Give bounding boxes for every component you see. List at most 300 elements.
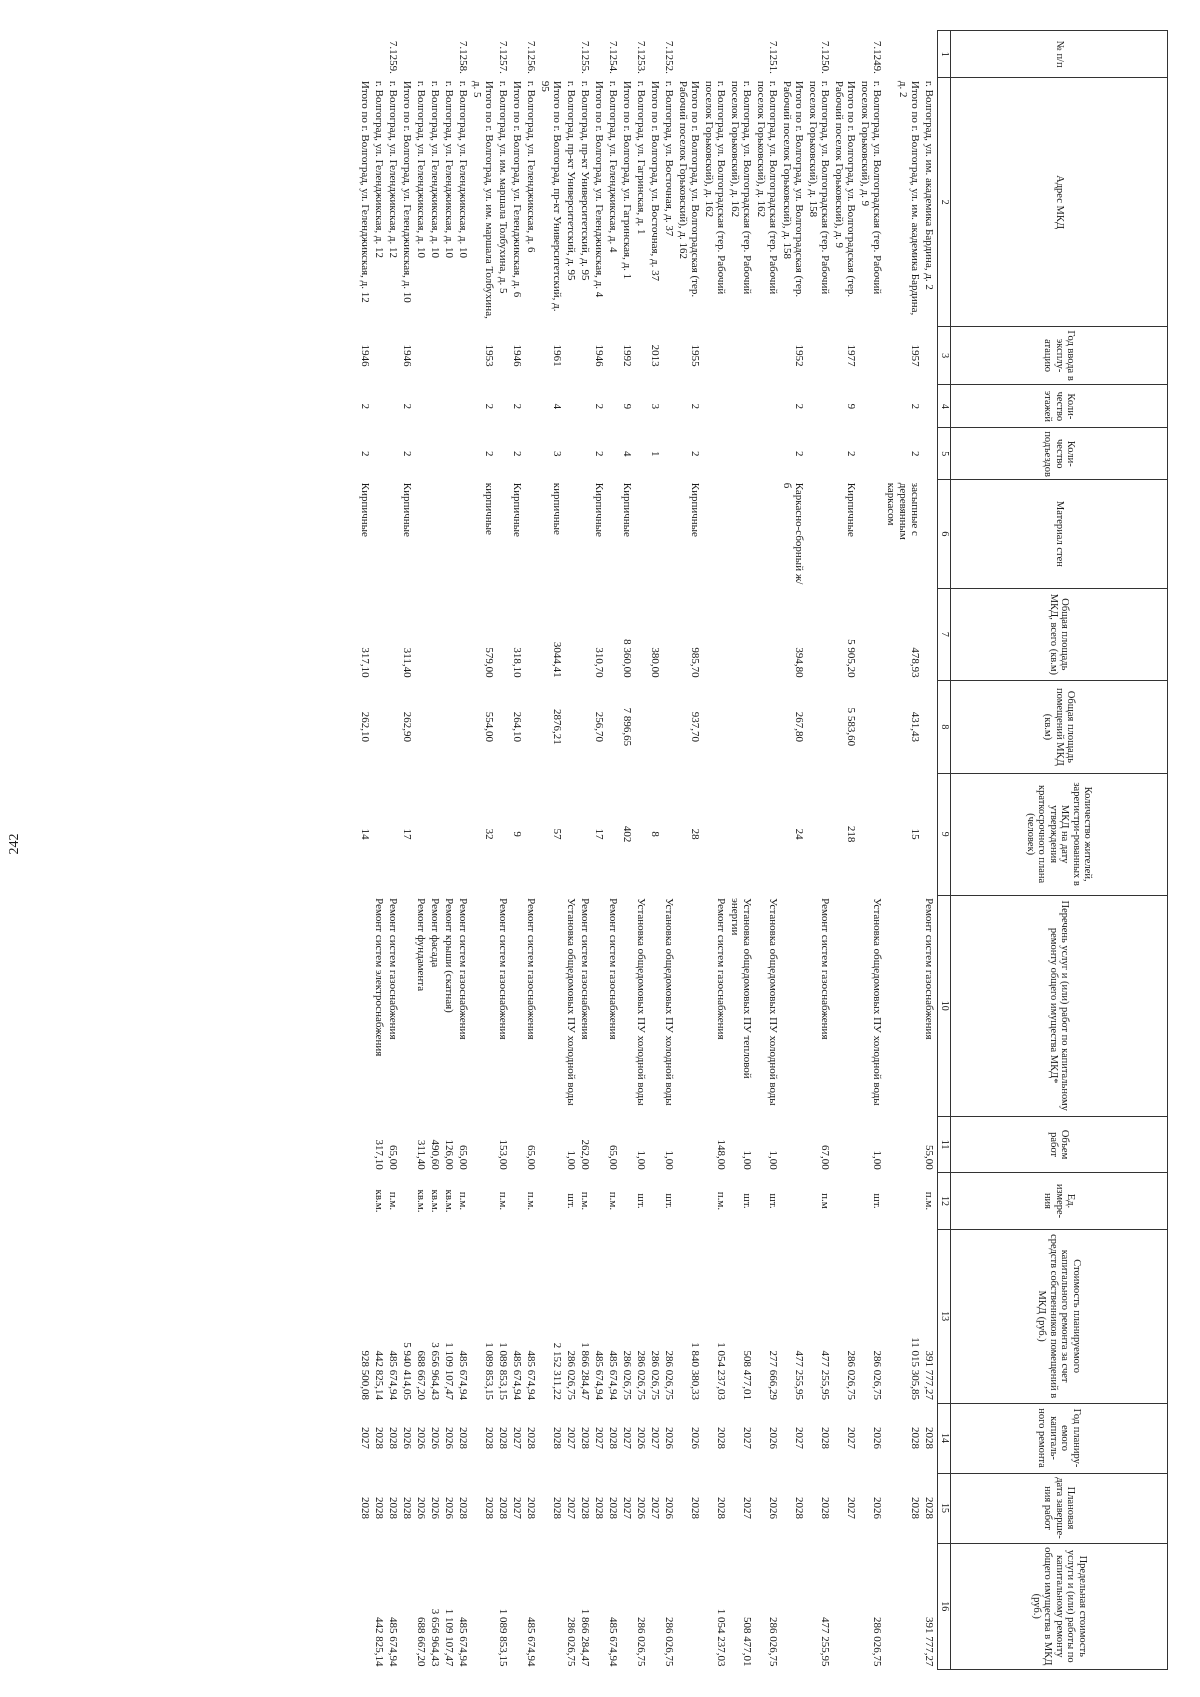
table-cell: Каркасно-сборный ж/б [781, 482, 805, 585]
table-cell: 2 152 311,22 [551, 1342, 563, 1401]
table-cell: 485 674,94 [387, 1617, 399, 1667]
table-cell: 286 026,75 [565, 1617, 577, 1667]
table-cell: кв.м. [429, 1189, 441, 1213]
table-cell [806, 385, 832, 428]
table-cell: 2028 [579, 1427, 591, 1450]
table-cell: 2028 [497, 1497, 509, 1519]
table-cell [414, 326, 428, 385]
table-cell: 2026 [689, 1427, 701, 1450]
column-header: Общая площадь помещений МКД (кв.м) [951, 681, 1168, 774]
table-cell: Ремонт систем электроснабжения [373, 898, 385, 1057]
table-cell [728, 428, 754, 480]
rotated-table-sheet [58, 30, 1168, 1670]
table-cell [578, 326, 592, 385]
table-cell [428, 588, 442, 681]
column-number: 2 [938, 78, 951, 326]
table-cell: Кирпичные [593, 482, 605, 537]
table-cell [400, 1543, 414, 1670]
table-cell [414, 428, 428, 480]
table-cell: г. Волгоград, ул. Восточная, д. 37 [663, 80, 675, 237]
table-cell: 688 667,20 [415, 1617, 427, 1667]
table-cell: 1 866 284,47 [579, 1342, 591, 1401]
table-cell: 1 109 107,47 [443, 1342, 455, 1401]
table-cell: 2027 [511, 1427, 523, 1450]
table-cell: 1 109 107,47 [443, 1608, 455, 1667]
table-cell: Итого по г. Волгоград, ул. Волгоградская (тер. Рабочий поселок Горьковский), д. 162 [677, 80, 701, 298]
table-cell: 17 [401, 828, 413, 840]
table-cell [496, 588, 510, 681]
table-cell: 2028 [819, 1497, 831, 1519]
table-cell [754, 326, 780, 385]
table-cell: 2 [793, 451, 805, 457]
table-cell: 2026 [635, 1427, 647, 1450]
table-cell [592, 1173, 606, 1229]
table-cell: 490,60 [429, 1139, 441, 1170]
table-cell [524, 385, 538, 428]
table-cell: г. Волгоград, ул. Геленджикская, д. 10 [457, 80, 469, 259]
column-number: 11 [938, 1116, 951, 1172]
table-row [662, 31, 676, 1670]
table-cell [372, 588, 386, 681]
table-cell: 485 674,94 [387, 1350, 399, 1401]
table-cell: 3 656 964,43 [429, 1342, 441, 1401]
table-cell: 2028 [373, 1427, 385, 1450]
table-cell [358, 1543, 372, 1670]
column-header: Стоимость планируемого капитального ремонта за счет средств собственников помещений в МКД (руб.) [951, 1229, 1168, 1403]
table-cell: 286 026,75 [635, 1350, 647, 1401]
table-cell [922, 480, 938, 588]
table-row [456, 31, 470, 1670]
table-cell: 380,00 [649, 647, 661, 678]
table-cell: 2026 [415, 1497, 427, 1519]
table-cell: 67,00 [819, 1145, 831, 1170]
table-cell: 937,70 [689, 711, 701, 743]
table-cell: 1955 [689, 344, 701, 367]
table-cell: г. Волгоград, ул. Геленджикская, д. 6 [525, 80, 537, 253]
table-cell: 2027 [845, 1497, 857, 1519]
table-cell: 7.1250. [819, 40, 831, 74]
table-cell: 2028 [689, 1497, 701, 1519]
table-cell [858, 773, 884, 895]
table-cell: 310,70 [593, 647, 605, 678]
table-cell: п.м. [607, 1191, 619, 1211]
table-cell: 2026 [767, 1497, 779, 1519]
table-cell: 286 026,75 [663, 1617, 675, 1667]
table-cell: 9 [845, 403, 857, 410]
table-cell: г. Волгоград, ул. Волгоградская (тер. Рабочий поселок Горьковский), д. 9 [859, 80, 883, 295]
table-cell [832, 1543, 858, 1670]
table-cell [578, 428, 592, 480]
table-cell [578, 773, 592, 895]
table-cell: 286 026,75 [621, 1350, 633, 1401]
table-cell: п.м. [457, 1191, 469, 1211]
table-row [754, 31, 780, 1670]
table-cell [606, 773, 620, 895]
table-cell: Итого по г. Волгоград, ул. им. маршала Толбухина, д. 5 [471, 80, 495, 319]
table-cell [858, 326, 884, 385]
table-cell: 485 674,94 [457, 1617, 469, 1667]
table-cell: 5 583,60 [845, 707, 857, 747]
table-cell: 1 054 237,03 [715, 1342, 727, 1401]
table-cell [634, 588, 648, 681]
table-cell: 2026 [767, 1427, 779, 1450]
table-cell [470, 1173, 496, 1229]
table-cell: 2028 [387, 1427, 399, 1450]
table-cell: Установка общедомовых ПУ холодной воды [871, 898, 883, 1106]
table-cell [884, 1173, 922, 1229]
table-cell: 391 777,27 [923, 1350, 935, 1401]
table-row [620, 31, 634, 1670]
table-cell [442, 31, 456, 78]
table-cell [728, 480, 754, 588]
table-cell [372, 773, 386, 895]
table-cell [428, 681, 442, 774]
table-row [648, 31, 662, 1670]
table-cell [414, 31, 428, 78]
table-cell: 2028 [525, 1497, 537, 1519]
column-header: Перечень услуг и (или) работ по капитальному ремонту общего имущества МКД* [951, 895, 1168, 1116]
table-cell [806, 326, 832, 385]
table-cell: 2028 [715, 1497, 727, 1519]
table-cell: 286 026,75 [871, 1350, 883, 1401]
column-header: Предельная стоимость услуги и (или) работы по капитальному ремонту общего имущества в МКД (руб.) [951, 1543, 1168, 1670]
table-cell: 8 360,00 [621, 639, 633, 678]
table-cell: 7.1253. [635, 40, 647, 74]
table-row [372, 31, 386, 1670]
table-cell [400, 1173, 414, 1229]
table-cell [470, 31, 496, 78]
table-cell: 485 674,94 [607, 1617, 619, 1667]
table-cell: 1977 [845, 344, 857, 367]
table-cell [496, 480, 510, 588]
table-cell: 485 674,94 [593, 1350, 605, 1401]
table-cell [832, 895, 858, 1116]
table-cell: 3 656 964,43 [429, 1608, 441, 1667]
table-cell [414, 588, 428, 681]
table-cell [442, 681, 456, 774]
table-cell: 2027 [649, 1497, 661, 1519]
table-cell: 2026 [443, 1427, 455, 1450]
table-cell [754, 428, 780, 480]
table-cell [728, 681, 754, 774]
table-cell: Ремонт систем газоснабжения [819, 898, 831, 1040]
table-cell [386, 773, 400, 895]
column-header: Год планиру-емого капиталь-ного ремонта [951, 1403, 1168, 1473]
table-cell: г. Волгоград, ул. Геленджикская, д. 4 [607, 80, 619, 253]
table-cell: г. Волгоград, ул. Гагринская, д. 1 [635, 80, 647, 235]
table-cell: Установка общедомовых ПУ холодной воды [663, 898, 675, 1106]
table-cell: п.м. [525, 1191, 537, 1211]
table-row [578, 31, 592, 1670]
table-cell: Итого по г. Волгоград, ул. Геленджикская, д. 4 [593, 80, 605, 298]
table-row [496, 31, 510, 1670]
table-cell [414, 385, 428, 428]
table-cell [510, 895, 524, 1116]
table-row [780, 31, 806, 1670]
table-cell [414, 480, 428, 588]
table-cell [884, 31, 922, 78]
table-cell: 2027 [621, 1497, 633, 1519]
table-cell [780, 895, 806, 1116]
table-cell [496, 773, 510, 895]
table-cell: 2 [689, 403, 701, 410]
table-cell [358, 1173, 372, 1229]
table-cell: 57 [551, 828, 563, 840]
table-cell: 5 940 414,05 [401, 1342, 413, 1401]
table-cell: 2026 [635, 1497, 647, 1519]
table-cell: 8 [649, 831, 661, 837]
table-cell: 2028 [579, 1497, 591, 1519]
table-cell [620, 1173, 634, 1229]
table-cell: Кирпичные [689, 482, 701, 537]
table-cell: 218 [845, 825, 857, 843]
table-cell: 1 840 380,33 [689, 1342, 701, 1401]
table-cell [922, 385, 938, 428]
table-row [702, 31, 728, 1670]
table-cell: 28 [689, 828, 701, 840]
table-cell: кирпичные [551, 482, 563, 535]
table-cell [564, 428, 578, 480]
table-row [524, 31, 538, 1670]
table-cell [538, 1116, 564, 1172]
table-cell [564, 681, 578, 774]
table-cell [442, 428, 456, 480]
table-cell: 262,90 [401, 711, 413, 743]
table-cell [634, 385, 648, 428]
column-number: 15 [938, 1473, 951, 1543]
table-cell [754, 681, 780, 774]
table-cell: 65,00 [387, 1145, 399, 1170]
table-cell: 485 674,94 [525, 1350, 537, 1401]
table-cell [648, 895, 662, 1116]
table-cell: 391 777,27 [923, 1617, 935, 1667]
table-cell: 2 [483, 451, 495, 457]
column-header: Ед. измере-ния [951, 1173, 1168, 1229]
column-header: Общая площадь МКД, всего (кв.м) [951, 588, 1168, 681]
table-cell [578, 480, 592, 588]
column-header: Объем работ [951, 1116, 1168, 1172]
table-cell: 1946 [593, 344, 605, 367]
table-cell: 4 [551, 403, 563, 410]
table-cell [372, 385, 386, 428]
table-cell [358, 895, 372, 1116]
column-number: 7 [938, 588, 951, 681]
table-cell: 262,00 [579, 1139, 591, 1170]
table-cell [592, 1543, 606, 1670]
table-cell: 2028 [923, 1497, 935, 1519]
column-number: 4 [938, 385, 951, 428]
table-cell: 928 500,08 [359, 1350, 371, 1401]
table-cell [606, 588, 620, 681]
table-cell: 2 [593, 403, 605, 410]
table-cell [806, 773, 832, 895]
table-cell [702, 385, 728, 428]
table-cell [496, 326, 510, 385]
table-cell: 286 026,75 [767, 1617, 779, 1667]
table-cell [538, 895, 564, 1116]
table-cell [470, 1116, 496, 1172]
table-cell: 7.1257. [497, 40, 509, 74]
table-cell: 2 [909, 451, 921, 457]
table-row [510, 31, 524, 1670]
table-cell [358, 31, 372, 78]
column-number: 8 [938, 681, 951, 774]
table-cell [662, 681, 676, 774]
table-cell: Ремонт систем газоснабжения [715, 898, 727, 1040]
table-cell: 508 477,01 [741, 1617, 753, 1667]
table-cell [510, 31, 524, 78]
table-cell [564, 385, 578, 428]
table-cell [592, 895, 606, 1116]
table-cell: 1946 [401, 344, 413, 367]
table-cell [442, 588, 456, 681]
table-cell [728, 31, 754, 78]
table-cell: 2026 [871, 1497, 883, 1519]
table-cell: 2028 [593, 1497, 605, 1519]
table-cell: 2 [793, 403, 805, 410]
table-cell: 311,40 [401, 647, 413, 678]
table-cell: 2876,21 [551, 709, 563, 745]
table-cell [662, 588, 676, 681]
table-cell: 2028 [525, 1427, 537, 1450]
table-cell [780, 1116, 806, 1172]
table-cell [606, 681, 620, 774]
table-cell: 1,00 [663, 1150, 675, 1170]
table-row [634, 31, 648, 1670]
table-row [606, 31, 620, 1670]
table-cell: Кирпичные [359, 482, 371, 537]
table-cell [728, 385, 754, 428]
table-cell: 7.1256. [525, 40, 537, 74]
table-cell: кв.м. [373, 1189, 385, 1213]
table-cell: 3044,41 [551, 641, 563, 678]
table-cell [386, 326, 400, 385]
table-cell [858, 385, 884, 428]
table-cell [386, 428, 400, 480]
table-row [832, 31, 858, 1670]
table-cell: 264,10 [511, 711, 523, 743]
table-cell: 2 [511, 403, 523, 410]
table-cell [662, 326, 676, 385]
table-cell [400, 31, 414, 78]
table-cell: 317,10 [359, 647, 371, 678]
table-cell: 2 [689, 451, 701, 457]
table-cell: 2027 [565, 1427, 577, 1450]
table-cell [754, 773, 780, 895]
table-cell: Ремонт систем газоснабжения [579, 898, 591, 1040]
table-cell [400, 895, 414, 1116]
table-cell [470, 1543, 496, 1670]
table-cell: Установка общедомовых ПУ холодной воды [635, 898, 647, 1106]
table-cell: 1 866 284,47 [579, 1608, 591, 1667]
table-cell: 2 [511, 451, 523, 457]
table-cell: 277 666,29 [767, 1350, 779, 1401]
table-cell [634, 681, 648, 774]
table-cell [592, 31, 606, 78]
table-cell [564, 31, 578, 78]
column-number: 6 [938, 480, 951, 588]
table-cell [648, 31, 662, 78]
table-cell: 2028 [551, 1427, 563, 1450]
table-cell: засыпные с деревянным каркасом [885, 482, 921, 540]
table-cell [754, 480, 780, 588]
page-number: 242 [7, 833, 22, 855]
column-number: 13 [938, 1229, 951, 1403]
table-cell: п.м. [387, 1191, 399, 1211]
table-row [592, 31, 606, 1670]
table-cell [496, 428, 510, 480]
table-cell [386, 385, 400, 428]
table-cell [456, 428, 470, 480]
table-cell: 7.1254. [607, 40, 619, 74]
table-cell [884, 895, 922, 1116]
table-row [400, 31, 414, 1670]
table-cell: 7.1249. [871, 40, 883, 74]
table-cell [510, 1173, 524, 1229]
table-cell: 2028 [497, 1427, 509, 1450]
table-cell: 1953 [483, 344, 495, 367]
table-cell [858, 480, 884, 588]
table-cell: 478,93 [909, 647, 921, 678]
table-cell: 11 015 305,85 [909, 1337, 921, 1401]
table-body [358, 31, 938, 1670]
table-cell [648, 480, 662, 588]
table-cell [922, 31, 938, 78]
table-cell: Ремонт систем газоснабжения [607, 898, 619, 1040]
table-cell: Кирпичные [401, 482, 413, 537]
table-cell: 286 026,75 [565, 1350, 577, 1401]
table-cell: 9 [511, 831, 523, 837]
table-cell [386, 480, 400, 588]
table-cell: 985,70 [689, 647, 701, 678]
table-cell [564, 480, 578, 588]
table-cell [728, 588, 754, 681]
table-cell: 2028 [819, 1427, 831, 1450]
table-cell [606, 428, 620, 480]
table-cell [456, 681, 470, 774]
table-cell [456, 326, 470, 385]
table-cell: 485 674,94 [511, 1350, 523, 1401]
table-cell: 1,00 [565, 1150, 577, 1170]
table-cell: Ремонт крыши (скатная) [443, 898, 455, 1013]
table-cell: Установка общедомовых ПУ холодной воды [767, 898, 779, 1106]
table-cell: г. Волгоград, ул. Волгоградская (тер. Рабочий поселок Горьковский), д. 162 [729, 80, 753, 295]
table-cell: 394,80 [793, 647, 805, 678]
table-cell [578, 588, 592, 681]
table-cell: 65,00 [607, 1145, 619, 1170]
column-header: № п/п [951, 31, 1168, 78]
table-row [884, 31, 922, 1670]
table-cell [922, 428, 938, 480]
table-cell: 267,80 [793, 711, 805, 743]
table-cell: Ремонт фундамента [415, 898, 427, 992]
table-cell [372, 428, 386, 480]
table-cell [372, 480, 386, 588]
table-cell: 2026 [415, 1427, 427, 1450]
table-cell [754, 385, 780, 428]
table-cell: г. Волгоград, ул. Геленджикская, д. 10 [415, 80, 427, 259]
table-cell: г. Волгоград, ул. Геленджикская, д. 12 [387, 80, 399, 259]
table-cell: шт. [767, 1193, 779, 1209]
table-cell: 65,00 [457, 1145, 469, 1170]
table-cell: Ремонт систем газоснабжения [497, 898, 509, 1040]
table-cell: 2028 [483, 1427, 495, 1450]
table-cell: Установка общедомовых ПУ тепловой энергии [729, 898, 753, 1079]
table-cell [428, 480, 442, 588]
table-cell: 2 [401, 451, 413, 457]
table-cell [648, 1543, 662, 1670]
column-number: 1 [938, 31, 951, 78]
